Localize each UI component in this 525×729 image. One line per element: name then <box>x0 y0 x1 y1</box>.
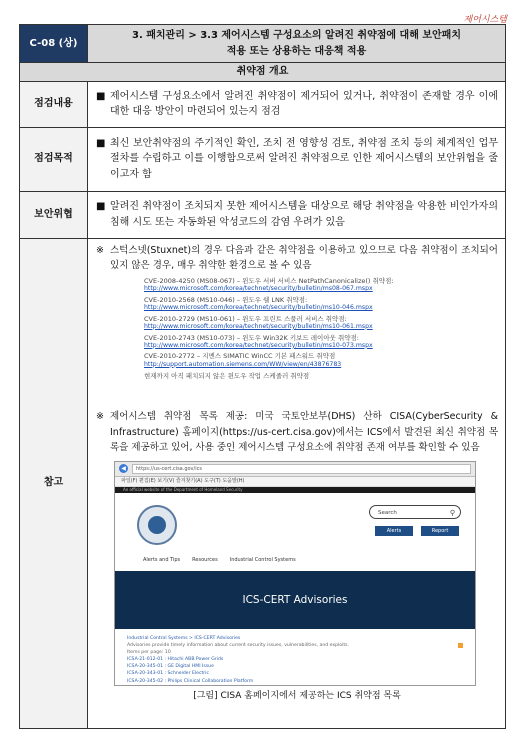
breadcrumb[interactable]: Industrial Control Systems > ICS-CERT Advisories <box>127 635 241 641</box>
browser-menu: 파일(F) 편집(E) 보기(V) 즐겨찾기(A) 도구(T) 도움말(H) <box>115 477 475 487</box>
row-label-reference: 참고 <box>20 238 88 728</box>
cve-title: CVE-2010-2568 (MS10-046) – 윈도우 쉘 LNK 취약점: <box>144 295 308 304</box>
site-nav <box>143 557 296 565</box>
cve-title: CVE-2010-2729 (MS10-061) – 윈도우 프린트 스풀러 서비스 취약점: <box>144 314 347 323</box>
advisory-link[interactable]: ICSA-20-345-02 : Philips Clinical Collaboration Platform <box>127 678 254 684</box>
advisory-description: Advisories provide timely information about current security issues, vulnerabilities, and exploits. <box>127 642 350 648</box>
header-category-tag: 제어시스템 <box>463 15 507 25</box>
items-per-page-label: Items per page: <box>127 650 164 656</box>
site-header <box>115 493 475 571</box>
row-content-security-threat <box>88 191 506 238</box>
cve-entry <box>144 352 489 368</box>
checklist-table <box>19 24 506 729</box>
address-bar[interactable]: https://us-cert.cisa.gov/ics <box>132 464 471 474</box>
item-title-line1: 3. 패치관리 > 3.3 제어시스템 구성요소의 알려진 취약점에 대해 보안패치 <box>131 30 461 41</box>
cve-footer: 현재까지 아직 패치되지 않은 윈도우 작업 스케줄러 취약점 <box>144 372 310 381</box>
nav-alerts-tips[interactable]: Alerts and Tips <box>143 557 181 564</box>
search-placeholder: Search <box>378 509 397 516</box>
gov-banner: An official website of the Department of Homeland Security <box>115 487 475 493</box>
item-title <box>88 25 506 63</box>
note-text: 제어시스템 취약점 목록 제공: 미국 국토안보부(DHS) 산하 CISA(CyberSecurity & Infrastructure) 홈페이지(https://us-cert.cisa.gov)에서는 ICS에서 발견된 최신 취약점 목록을 제공하고 있어, 사용 중인 제어시스템 구성요소에 취약점 존재 여부를 확인할 수 있음 <box>110 411 498 453</box>
search-icon[interactable]: ⚲ <box>449 508 455 517</box>
row-text: 제어시스템 구성요소에서 알려진 취약점이 제거되어 있거나, 취약점이 존재할 경우 이에 대한 대응 방안이 마련되어 있는지 점검 <box>110 90 498 117</box>
advisory-link[interactable]: ICSA-21-012-01 : Hitachi ABB Power Grids <box>127 657 224 663</box>
advisory-link[interactable]: ICSA-20-345-01 : GE Digital HMI Issue <box>127 664 214 670</box>
cve-link[interactable]: http://www.microsoft.com/korea/technet/security/bulletin/ms10-061.mspx <box>144 322 373 330</box>
row-content-reference <box>88 238 506 728</box>
row-content-check-content <box>88 81 506 127</box>
cve-title: CVE-2008-4250 (MS08-067) – 윈도우 서버 서비스 NetPathCanonicalize() 취약점: <box>144 276 394 285</box>
advisory-list-area <box>115 629 475 686</box>
alerts-button[interactable]: Alerts <box>375 526 413 536</box>
note-mark: ※ <box>96 411 104 423</box>
section-header: 취약점 개요 <box>20 63 506 82</box>
cve-link[interactable]: http://support.automation.siemens.com/WW/view/en/43876783 <box>144 360 342 368</box>
cve-title: CVE-2010-2743 (MS10-073) – 윈도우 Win32K 키보드 레이아웃 취약점: <box>144 333 359 342</box>
nav-ics[interactable]: Industrial Control Systems <box>229 557 296 564</box>
bullet-icon: ■ <box>96 90 106 102</box>
row-label-security-threat: 보안위협 <box>20 191 88 238</box>
figure-caption: [그림] CISA 홈페이지에서 제공하는 ICS 취약점 목록 <box>193 690 401 701</box>
cve-title: CVE-2010-2772 – 지멘스 SIMATIC WinCC 기본 패스워드 취약점 <box>144 352 336 361</box>
rss-icon[interactable] <box>458 643 463 648</box>
cve-list <box>144 277 489 381</box>
site-search-input[interactable] <box>369 505 461 519</box>
hero-title: ICS-CERT Advisories <box>242 593 348 606</box>
cve-link[interactable]: http://www.microsoft.com/korea/technet/security/bulletin/ms10-073.mspx <box>144 341 373 349</box>
cve-entry <box>144 277 489 293</box>
items-per-page-select[interactable]: 10 <box>164 650 171 656</box>
advisory-link[interactable]: ICSA-20-343-01 : Schneider Electric <box>127 671 209 677</box>
cve-entry <box>144 296 489 312</box>
note-text: 스턱스넷(Stuxnet)의 경우 다음과 같은 취약점을 이용하고 있으므로 다음 취약점이 조치되어 있지 않은 경우, 매우 취약한 환경으로 볼 수 있음 <box>110 244 498 271</box>
item-code: C-08 (상) <box>20 25 88 63</box>
browser-toolbar <box>115 462 475 477</box>
reference-note-cisa <box>96 409 498 455</box>
cve-entry <box>144 334 489 350</box>
cve-entry <box>144 315 489 331</box>
row-label-check-purpose: 점검목적 <box>20 127 88 191</box>
dhs-seal-logo <box>137 505 177 545</box>
reference-note-stuxnet <box>96 243 498 273</box>
report-button[interactable]: Report <box>421 526 459 536</box>
cve-link[interactable]: http://www.microsoft.com/korea/technet/security/bulletin/ms10-046.mspx <box>144 303 373 311</box>
hero-banner <box>115 571 475 629</box>
bullet-icon: ■ <box>96 137 106 149</box>
item-title-line2: 적용 또는 상용하는 대응책 적용 <box>226 45 367 57</box>
row-text: 최신 보안취약점의 주기적인 확인, 조치 전 영향성 검토, 취약점 조치 등의 체계적인 업무절차를 수립하고 이를 이행함으로써 알려진 취약점으로 인한 제어시스템의 보안위협을 줄이고자 함 <box>110 137 498 180</box>
cisa-screenshot <box>114 461 476 686</box>
back-arrow-icon[interactable]: ◀ <box>119 464 128 473</box>
nav-resources[interactable]: Resources <box>192 557 218 564</box>
bullet-icon: ■ <box>96 201 106 212</box>
row-content-check-purpose <box>88 127 506 191</box>
row-label-check-content: 점검내용 <box>20 81 88 127</box>
note-mark: ※ <box>96 244 104 256</box>
items-per-page <box>127 649 463 656</box>
cve-link[interactable]: http://www.microsoft.com/korea/technet/security/bulletin/ms08-067.mspx <box>144 285 373 292</box>
row-text: 알려진 취약점이 조치되지 못한 제어시스템을 대상으로 해당 취약점을 악용한 비인가자의 침해 시도 또는 자동화된 악성코드의 감염 우려가 있음 <box>110 201 498 228</box>
